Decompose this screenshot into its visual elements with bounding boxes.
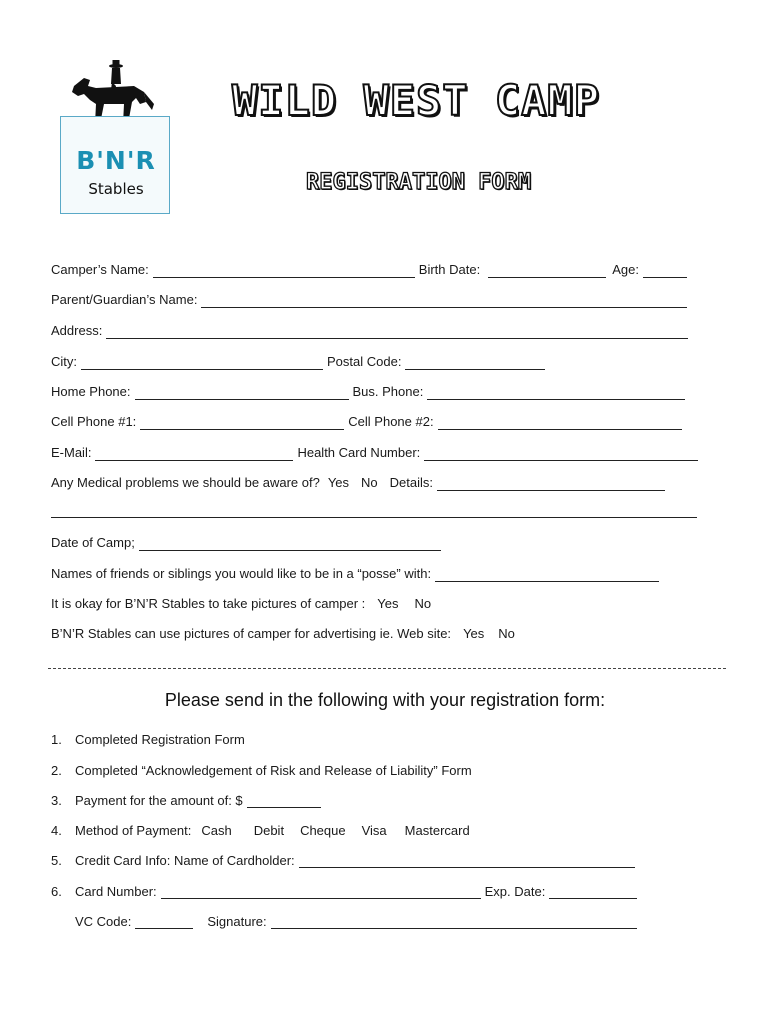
medical-question: Any Medical problems we should be aware of?	[51, 475, 320, 490]
list-text: Completed “Acknowledgement of Risk and Release of Liability” Form	[75, 763, 472, 778]
city-field[interactable]	[81, 355, 323, 370]
date-of-camp-label: Date of Camp;	[51, 535, 135, 550]
city-label: City:	[51, 354, 77, 369]
pictures-no-option[interactable]: No	[414, 596, 432, 611]
signature-field[interactable]	[271, 914, 637, 929]
details-continuation-field[interactable]	[51, 517, 697, 518]
list-item	[75, 909, 641, 929]
list-number: 3.	[51, 793, 62, 808]
email-label: E-Mail:	[51, 445, 92, 460]
list-item	[51, 818, 470, 838]
details-field[interactable]	[437, 476, 665, 491]
list-number: 5.	[51, 853, 62, 868]
row-date-of-camp	[51, 531, 445, 551]
payment-amount-field[interactable]	[247, 793, 321, 808]
vc-code-label: VC Code:	[75, 914, 132, 929]
list-item	[51, 788, 325, 808]
advertising-no-option[interactable]: No	[498, 626, 515, 641]
signature-label: Signature:	[207, 914, 267, 929]
cardholder-label: Credit Card Info: Name of Cardholder:	[75, 853, 295, 868]
list-number: 2.	[51, 763, 62, 778]
cell-phone-1-label: Cell Phone #1:	[51, 414, 137, 429]
send-heading: Please send in the following with your registration form:	[164, 690, 606, 710]
email-field[interactable]	[95, 446, 293, 461]
postal-code-label: Postal Code:	[327, 354, 402, 369]
cell-phone-2-field[interactable]	[438, 415, 682, 430]
vc-code-field[interactable]	[135, 914, 193, 929]
card-number-field[interactable]	[161, 884, 481, 899]
medical-yes-option[interactable]: Yes	[327, 475, 350, 490]
payment-option-debit[interactable]: Debit	[253, 823, 285, 838]
card-number-label: Card Number:	[75, 884, 157, 899]
age-field[interactable]	[643, 263, 687, 278]
details-label: Details:	[389, 475, 434, 490]
logo-brand: B'N'R	[76, 146, 156, 175]
row-friends	[51, 562, 663, 582]
cardholder-field[interactable]	[299, 853, 635, 868]
row-campers-name	[51, 258, 691, 278]
row-advertising	[51, 622, 515, 642]
row-pictures	[51, 592, 431, 612]
bus-phone-label: Bus. Phone:	[352, 384, 424, 399]
health-card-label: Health Card Number:	[297, 445, 421, 460]
birth-date-field[interactable]	[488, 263, 606, 278]
payment-option-cheque[interactable]: Cheque	[300, 823, 346, 838]
birth-date-label: Birth Date:	[418, 262, 481, 277]
cell-phone-1-field[interactable]	[140, 415, 344, 430]
pictures-label: It is okay for B’N’R Stables to take pictures of camper :	[51, 596, 366, 611]
list-number: 1.	[51, 732, 62, 747]
row-home-phone	[51, 380, 689, 400]
bus-phone-field[interactable]	[427, 385, 685, 400]
payment-option-mastercard[interactable]: Mastercard	[404, 823, 470, 838]
exp-date-label: Exp. Date:	[484, 884, 546, 899]
payment-option-visa[interactable]: Visa	[361, 823, 387, 838]
row-address	[51, 319, 692, 339]
advertising-label: B’N’R Stables can use pictures of camper for advertising ie. Web site:	[51, 626, 452, 641]
address-label: Address:	[51, 323, 103, 338]
friends-field[interactable]	[435, 567, 659, 582]
list-item	[51, 727, 245, 747]
exp-date-field[interactable]	[549, 884, 637, 899]
parent-field[interactable]	[201, 293, 687, 308]
form-subtitle: REGISTRATION FORM	[306, 170, 532, 195]
date-of-camp-field[interactable]	[139, 536, 441, 551]
row-cell-phones	[51, 410, 686, 430]
medical-no-option[interactable]: No	[361, 475, 378, 490]
list-number: 6.	[51, 884, 62, 899]
pictures-yes-option[interactable]: Yes	[377, 596, 399, 611]
payment-amount-label: Payment for the amount of: $	[75, 793, 243, 808]
home-phone-label: Home Phone:	[51, 384, 131, 399]
page-title: WILD WEST CAMP	[232, 76, 601, 125]
row-email	[51, 441, 702, 461]
list-item	[51, 848, 639, 868]
payment-option-cash[interactable]: Cash	[201, 823, 232, 838]
cell-phone-2-label: Cell Phone #2:	[348, 414, 434, 429]
row-medical	[51, 471, 669, 491]
row-parent	[51, 288, 691, 308]
health-card-field[interactable]	[424, 446, 698, 461]
parent-label: Parent/Guardian’s Name:	[51, 292, 198, 307]
bnr-stables-logo	[56, 58, 176, 218]
list-number: 4.	[51, 823, 62, 838]
row-city	[51, 350, 549, 370]
friends-label: Names of friends or siblings you would like to be in a “posse” with:	[51, 566, 432, 581]
campers-name-field[interactable]	[153, 263, 415, 278]
advertising-yes-option[interactable]: Yes	[463, 626, 485, 641]
payment-method-label: Method of Payment:	[75, 823, 192, 838]
campers-name-label: Camper’s Name:	[51, 262, 149, 277]
logo-subtext: Stables	[88, 180, 144, 198]
list-item	[51, 758, 472, 778]
postal-code-field[interactable]	[405, 355, 545, 370]
address-field[interactable]	[106, 324, 688, 339]
home-phone-field[interactable]	[135, 385, 349, 400]
age-label: Age:	[612, 262, 639, 277]
list-text: Completed Registration Form	[75, 732, 245, 747]
section-divider	[48, 668, 726, 669]
list-item	[51, 879, 641, 899]
